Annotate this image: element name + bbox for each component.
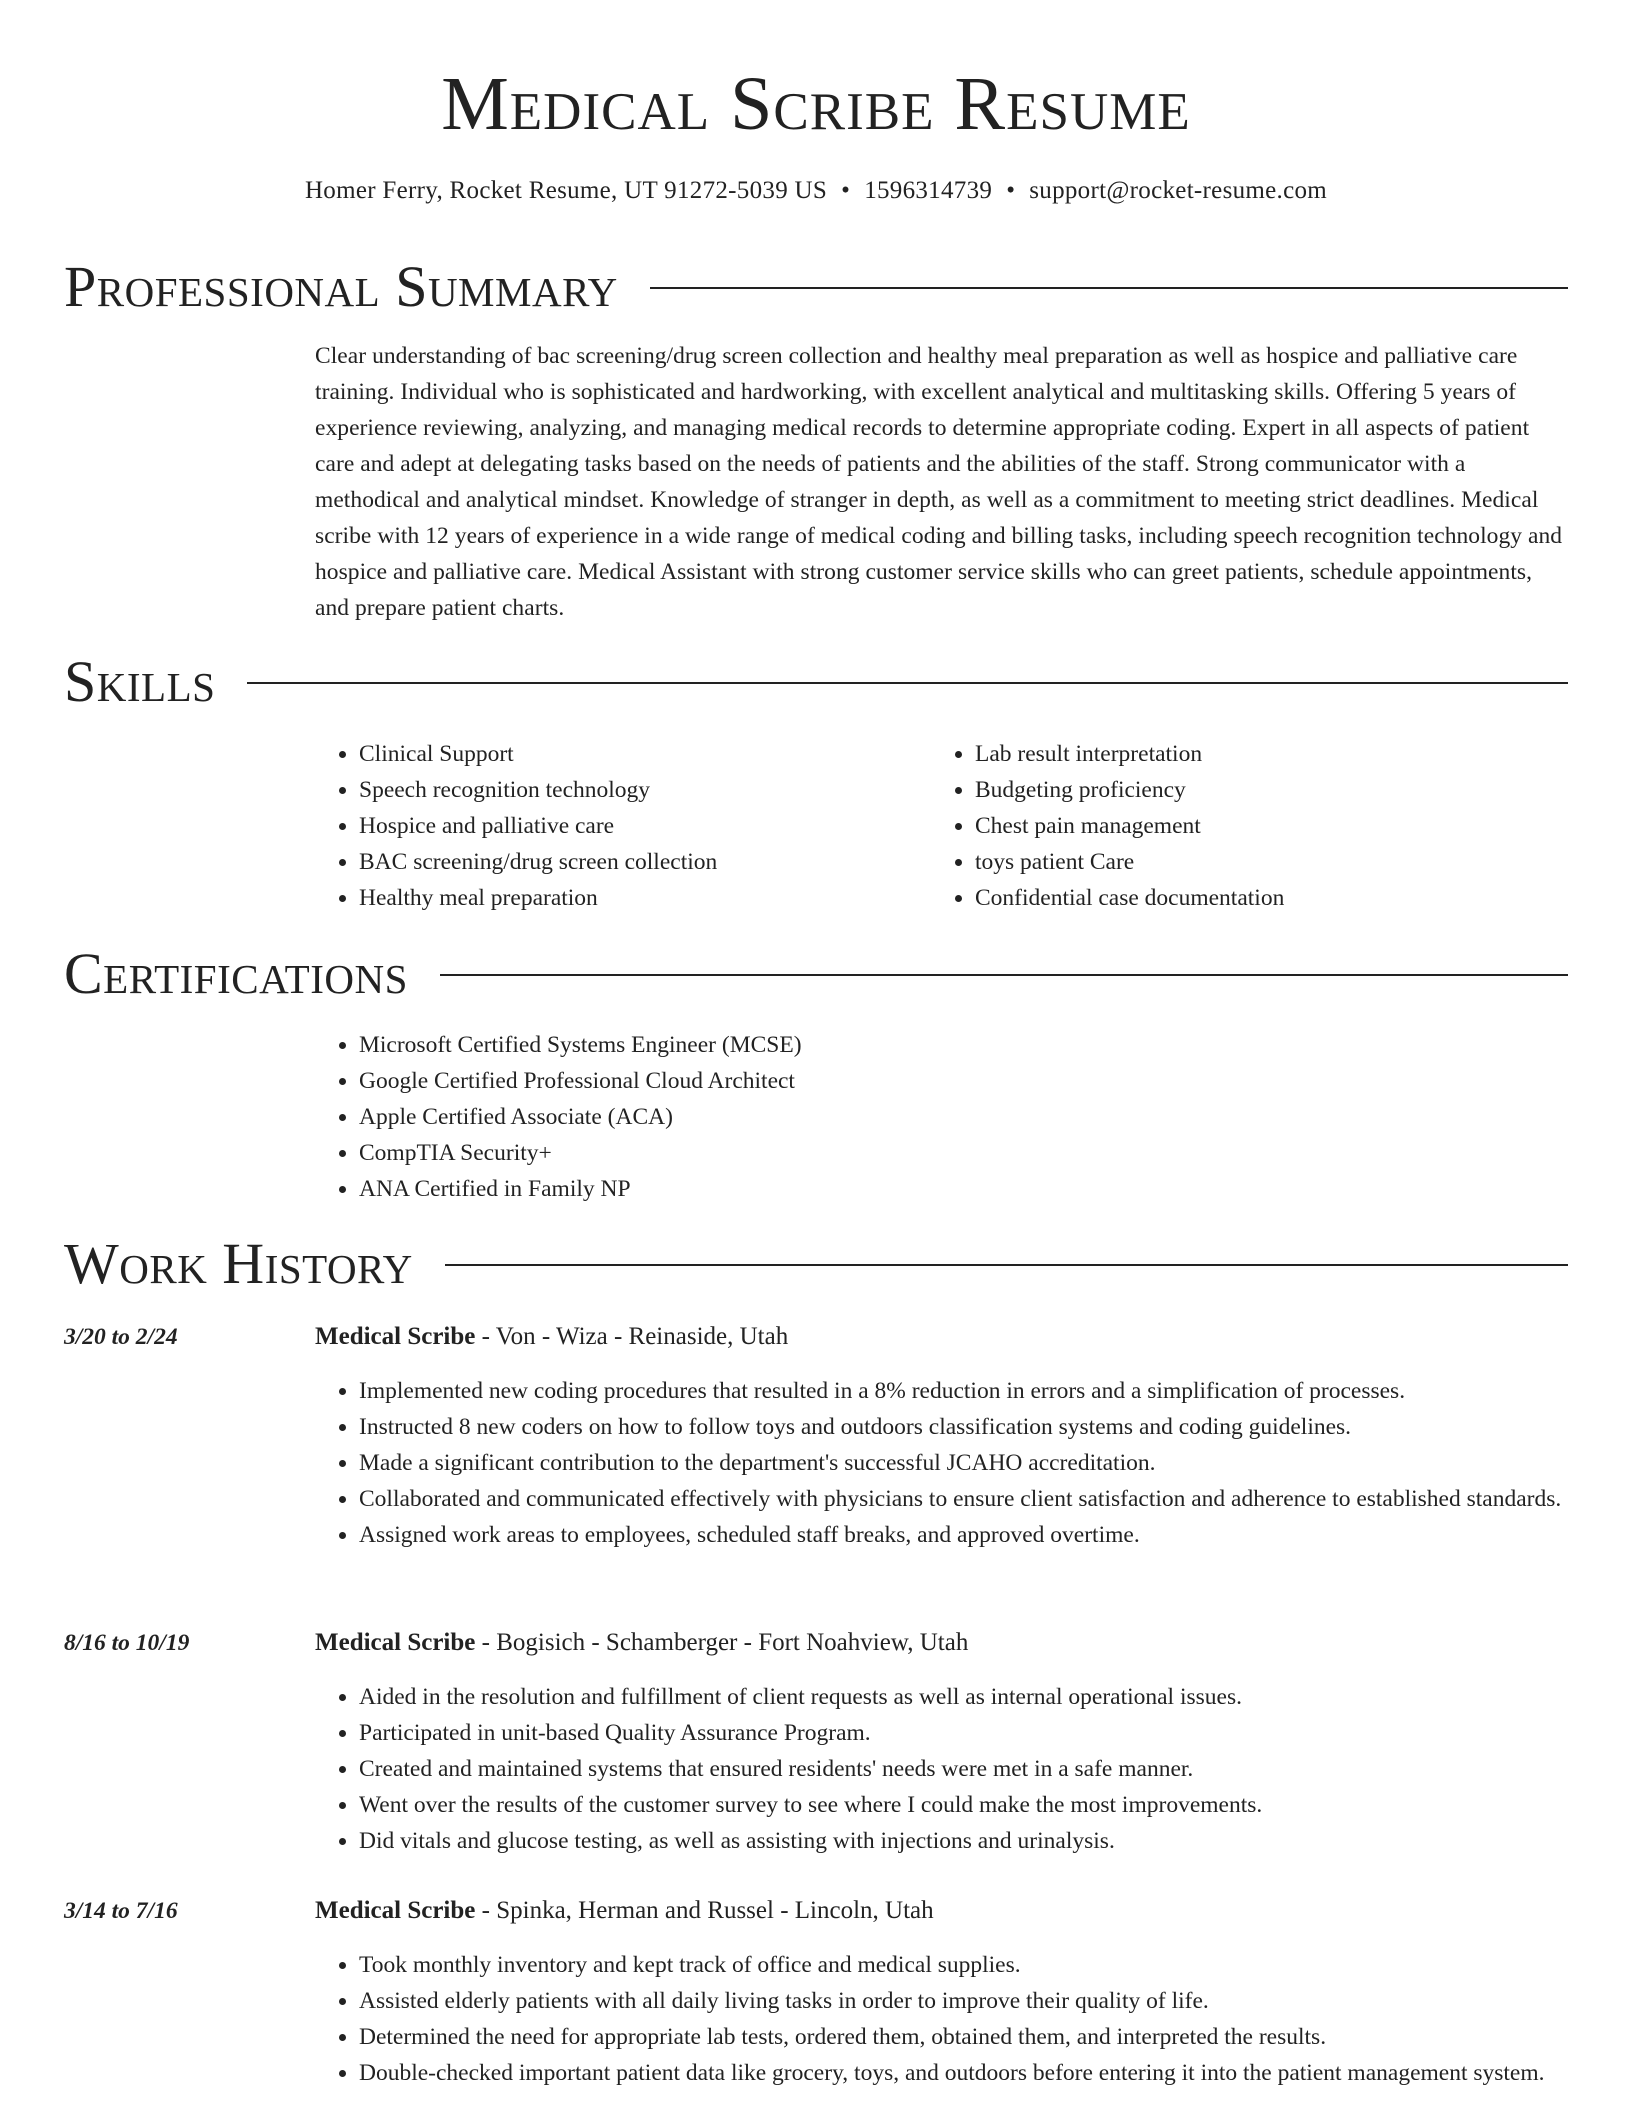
work-history-section-header	[64, 1229, 1568, 1299]
job-bullet: • Assigned work areas to employees, scheduled staff breaks, and approved overtime.	[359, 1517, 1568, 1553]
skills-column-left	[315, 736, 931, 916]
summary-heading: Professional Summary	[64, 254, 618, 319]
job-employer: - Von - Wiza - Reinaside, Utah	[475, 1323, 789, 1350]
job-dates: 3/14 to 7/16	[64, 1898, 178, 1924]
section-divider	[440, 974, 1568, 976]
contact-separator: •	[1006, 177, 1016, 204]
summary-text: Clear understanding of bac screening/drug screen collection and healthy meal preparation as well as hospice and palliative care training. Individual who is sophisticated and hardworking, with excellent analytical and multitasking skills. Offering 5 years of experience reviewing, analyzing, and managing medical records to determine appropriate coding. Expert in all aspects of patient care and adept at delegating tasks based on the needs of patients and the abilities of the staff. Strong communicator with a methodical and analytical mindset. Knowledge of stranger in depth, as well as a commitment to meeting strict deadlines. Medical scribe with 12 years of experience in a wide range of medical coding and billing tasks, including speech recognition technology and hospice and palliative care. Medical Assistant with strong customer service skills who can greet patients, schedule appointments, and prepare patient charts.	[315, 343, 1563, 621]
job-bullet: • Implemented new coding procedures that resulted in a 8% reduction in errors and a simplification of processes.	[359, 1373, 1568, 1409]
job-heading	[315, 1893, 934, 1929]
job-bullet: • Determined the need for appropriate lab tests, ordered them, obtained them, and interpreted the results.	[359, 2019, 1568, 2055]
resume-title: Medical Scribe Resume	[441, 62, 1191, 146]
certification-item: • CompTIA Security+	[359, 1135, 1568, 1171]
certification-item: • ANA Certified in Family NP	[359, 1171, 1568, 1207]
certification-item: • Microsoft Certified Systems Engineer (MCSE)	[359, 1027, 1568, 1063]
summary-section-header	[64, 252, 1568, 322]
job-heading	[315, 1625, 968, 1661]
contact-email[interactable]: support@rocket-resume.com	[1029, 177, 1328, 204]
skill-item: • BAC screening/drug screen collection	[359, 844, 931, 880]
job-role: Medical Scribe	[315, 1323, 476, 1350]
job-bullets	[315, 1373, 1568, 1553]
job-employer: - Spinka, Herman and Russel - Lincoln, Utah	[475, 1897, 934, 1924]
job-bullet: • Aided in the resolution and fulfillment of client requests as well as internal operational issues.	[359, 1679, 1568, 1715]
certifications-heading: Certifications	[64, 941, 408, 1006]
certifications-list	[315, 1027, 1568, 1207]
skills-heading: Skills	[64, 649, 216, 714]
skill-item: • Speech recognition technology	[359, 772, 931, 808]
job-bullets	[315, 1679, 1568, 1859]
skill-item: • Clinical Support	[359, 736, 931, 772]
job-bullet: • Instructed 8 new coders on how to follow toys and outdoors classification systems and coding guidelines.	[359, 1409, 1568, 1445]
job-bullet: • Went over the results of the customer survey to see where I could make the most improvements.	[359, 1787, 1568, 1823]
section-divider	[247, 682, 1568, 684]
skill-item: • Chest pain management	[975, 808, 1547, 844]
skills-section-header	[64, 647, 1568, 717]
skills-column-right	[931, 736, 1547, 916]
job-bullet: • Double-checked important patient data like grocery, toys, and outdoors before entering it into the patient management system.	[359, 2055, 1568, 2091]
certification-item: • Google Certified Professional Cloud Architect	[359, 1063, 1568, 1099]
contact-separator: •	[841, 177, 851, 204]
job-heading	[315, 1319, 788, 1355]
skill-item: • Confidential case documentation	[975, 880, 1547, 916]
section-divider	[650, 287, 1568, 289]
job-employer: - Bogisich - Schamberger - Fort Noahview, Utah	[475, 1629, 969, 1656]
job-role: Medical Scribe	[315, 1629, 476, 1656]
certifications-section-header	[64, 939, 1568, 1009]
skill-item: • Healthy meal preparation	[359, 880, 931, 916]
skill-item: • Hospice and palliative care	[359, 808, 931, 844]
job-bullet: • Made a significant contribution to the department's successful JCAHO accreditation.	[359, 1445, 1568, 1481]
job-bullet: • Created and maintained systems that ensured residents' needs were met in a safe manner.	[359, 1751, 1568, 1787]
skills-list	[315, 736, 1568, 916]
contact-line	[64, 174, 1568, 208]
job-bullet: • Participated in unit-based Quality Assurance Program.	[359, 1715, 1568, 1751]
section-divider	[445, 1264, 1568, 1266]
job-bullet: • Assisted elderly patients with all daily living tasks in order to improve their quality of life.	[359, 1983, 1568, 2019]
contact-phone: 1596314739	[864, 177, 993, 204]
job-dates: 3/20 to 2/24	[64, 1324, 178, 1350]
skill-item: • Lab result interpretation	[975, 736, 1547, 772]
skill-item: • Budgeting proficiency	[975, 772, 1547, 808]
job-bullet: • Collaborated and communicated effectively with physicians to ensure client satisfaction and adherence to established standards.	[359, 1481, 1568, 1517]
job-bullet: • Took monthly inventory and kept track of office and medical supplies.	[359, 1947, 1568, 1983]
skill-item: • toys patient Care	[975, 844, 1547, 880]
work-history-heading: Work History	[64, 1231, 413, 1296]
job-bullets	[315, 1947, 1568, 2091]
job-role: Medical Scribe	[315, 1897, 476, 1924]
job-dates: 8/16 to 10/19	[64, 1630, 190, 1656]
contact-address: Homer Ferry, Rocket Resume, UT 91272-5039 US	[304, 177, 828, 204]
certification-item: • Apple Certified Associate (ACA)	[359, 1099, 1568, 1135]
job-bullet: • Did vitals and glucose testing, as well as assisting with injections and urinalysis.	[359, 1823, 1568, 1859]
